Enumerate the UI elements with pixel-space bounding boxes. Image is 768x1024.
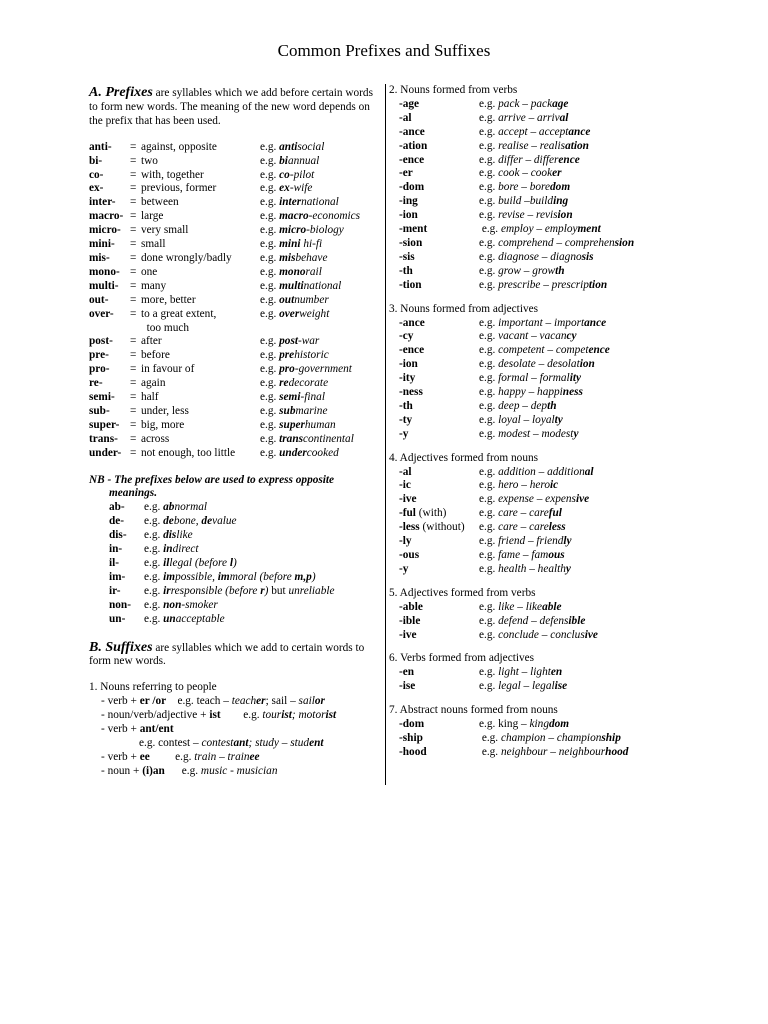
prefix-meaning: against, opposite [141, 140, 217, 153]
prefix-term: out- [89, 293, 109, 306]
prefix-example: e.g. outnumber [260, 293, 329, 306]
prefix-example: e.g. macro-economics [260, 210, 361, 223]
prefix-term: inter- [89, 196, 116, 209]
suffix-row [399, 317, 610, 331]
suffix-example: e.g. like – likeable [479, 600, 562, 613]
prefix-meaning: many [141, 279, 167, 292]
suffix-term: -ty [399, 413, 413, 426]
people-suffix-line: e.g. contest – contestant; study – student [139, 736, 324, 749]
opposite-prefix-term: de- [109, 515, 125, 528]
people-suffix-line: - noun/verb/adjective + ist e.g. tourist; motorist [101, 709, 337, 722]
left-column [89, 86, 381, 779]
suffix-example: e.g. realise – realisation [479, 139, 589, 152]
people-suffix-line: - verb + ee e.g. train – trainee [101, 750, 260, 763]
suffix-example: e.g. desolate – desolation [479, 358, 595, 371]
suffix-term: -er [399, 167, 413, 180]
suffix-example: e.g. cook – cooker [479, 167, 562, 180]
prefix-row [89, 391, 360, 405]
prefix-term: post- [89, 335, 113, 348]
prefix-term: pro- [89, 363, 110, 376]
suffix-example: e.g. competent – competence [479, 344, 610, 357]
opposite-prefix-example: e.g. irresponsible (before r) but unreliable [144, 584, 335, 597]
suffix-example: e.g. care – careful [479, 507, 562, 520]
prefix-meaning: large [141, 210, 164, 223]
equals-sign: = [130, 432, 137, 445]
prefix-meaning: half [141, 391, 159, 404]
suffix-term: -less (without) [399, 521, 465, 534]
equals-sign: = [130, 238, 137, 251]
suffix-table [399, 718, 628, 760]
page-title: Common Prefixes and Suffixes [277, 41, 491, 60]
suffix-term: -ship [399, 731, 423, 744]
suffix-section-title: 7. Abstract nouns formed from nouns [389, 704, 558, 717]
opposite-prefix-row [89, 529, 335, 543]
suffix-row [399, 507, 594, 521]
suffix-example: e.g. neighbour – neighbourhood [479, 745, 629, 758]
nb-line-1: NB - The prefixes below are used to express opposite [89, 473, 335, 486]
suffix-row [399, 344, 610, 358]
suffix-term: -age [399, 97, 420, 110]
suffix-row [399, 466, 594, 480]
suffix-example: e.g. arrive – arrival [479, 111, 569, 124]
suffix-term: -th [399, 399, 413, 412]
prefix-meaning: between [141, 196, 179, 209]
prefix-row [89, 196, 360, 210]
prefix-example: e.g. ex-wife [260, 182, 313, 195]
prefix-meaning: after [141, 335, 162, 348]
suffix-term: -al [399, 465, 412, 478]
suffix-row [399, 414, 610, 428]
suffix-row [399, 563, 594, 577]
suffix-example: e.g. defend – defensible [479, 614, 586, 627]
prefix-term: pre- [89, 349, 109, 362]
prefix-table [89, 141, 360, 461]
prefix-meaning: very small [141, 224, 189, 237]
prefixes-heading-text: A. Prefixes [89, 85, 153, 100]
equals-sign: = [130, 168, 137, 181]
equals-sign: = [130, 349, 137, 362]
equals-sign: = [130, 279, 137, 292]
prefix-meaning: one [141, 265, 158, 278]
suffix-example: e.g. friend – friendly [479, 535, 572, 548]
opposite-prefix-row [89, 571, 335, 585]
prefixes-heading [89, 85, 153, 100]
opposite-prefix-term: il- [109, 557, 120, 569]
opposite-prefix-table [89, 501, 335, 626]
prefix-term: ex- [89, 182, 104, 195]
prefix-term: under- [89, 446, 122, 459]
suffix-row [399, 615, 598, 629]
prefix-row [89, 405, 360, 419]
column-divider [385, 84, 386, 785]
suffix-example: e.g. deep – depth [479, 399, 557, 412]
suffix-term: -ment [399, 223, 428, 236]
suffix-term: -hood [399, 745, 427, 758]
prefix-row [89, 433, 360, 447]
prefix-example: e.g. multinational [260, 279, 342, 292]
prefix-example: e.g. transcontinental [260, 432, 354, 445]
suffix-term: -cy [399, 330, 414, 343]
suffix-term: -sis [399, 250, 415, 263]
equals-sign: = [130, 293, 137, 306]
suffixes-intro-text: are syllables which we add to certain words to form new words. [89, 641, 365, 668]
opposite-prefix-example: e.g. indirect [144, 543, 199, 556]
prefix-meaning: done wrongly/badly [141, 251, 232, 264]
people-suffix-line: - verb + er /or e.g. teach – teacher; sail – sailor [101, 695, 325, 708]
opposite-prefix-example: e.g. dislike [144, 529, 193, 542]
prefix-term: co- [89, 168, 104, 181]
suffix-example: e.g. happy – happiness [479, 386, 583, 399]
suffix-example: e.g. prescribe – prescription [479, 278, 608, 291]
prefix-row [89, 308, 360, 336]
suffix-row [399, 279, 634, 293]
suffix-row [399, 629, 598, 643]
prefix-term: macro- [89, 210, 124, 223]
suffix-row [399, 732, 628, 746]
prefix-row [89, 155, 360, 169]
suffix-row [399, 237, 634, 251]
opposite-prefix-example: e.g. abnormal [144, 501, 208, 514]
suffix-row [399, 330, 610, 344]
suffix-row [399, 195, 634, 209]
prefix-example: e.g. overweight [260, 307, 330, 320]
prefix-row [89, 447, 360, 461]
suffix-example: e.g. king – kingdom [479, 718, 570, 731]
suffix-row [399, 167, 634, 181]
suffix-term: -ence [399, 344, 425, 357]
equals-sign: = [130, 363, 137, 376]
prefix-meaning: small [141, 238, 166, 251]
suffix-example: e.g. conclude – conclusive [479, 628, 598, 641]
prefix-example: e.g. redecorate [260, 377, 329, 390]
prefix-row [89, 182, 360, 196]
prefix-term: mis- [89, 251, 110, 264]
suffix-example: e.g. revise – revision [479, 209, 573, 222]
suffix-example: e.g. employ – employment [479, 223, 601, 236]
equals-sign: = [130, 265, 137, 278]
prefixes-intro-text: are syllables which we add before certain words to form new words. The meaning of the new word depends on the prefix that has been used. [89, 87, 373, 127]
suffix-term: -y [399, 562, 409, 575]
suffix-example: e.g. bore – boredom [479, 181, 571, 194]
suffix-row [399, 98, 634, 112]
prefix-row [89, 252, 360, 266]
prefix-example: e.g. submarine [260, 404, 328, 417]
equals-sign: = [130, 140, 137, 153]
suffix-row [399, 535, 594, 549]
suffix-row [399, 265, 634, 279]
suffix-example: e.g. vacant – vacancy [479, 330, 577, 343]
suffix-row [399, 479, 594, 493]
opposite-prefix-term: un- [109, 612, 126, 625]
suffix-term: -ness [399, 386, 423, 399]
opposite-prefix-example: e.g. non-smoker [144, 598, 218, 611]
opposite-prefix-row [89, 501, 335, 515]
suffix-row [399, 181, 634, 195]
suffix-example: e.g. expense – expensive [479, 493, 590, 506]
suffix-row [399, 718, 628, 732]
prefix-example: e.g. misbehave [260, 251, 328, 264]
equals-sign: = [130, 335, 137, 348]
equals-sign: = [130, 307, 137, 320]
prefix-example: e.g. monorail [260, 265, 322, 278]
suffix-term: -sion [399, 236, 423, 249]
suffix-term: -ly [399, 535, 412, 548]
suffix-term: -ic [399, 479, 411, 492]
prefix-meaning: under, less [141, 404, 189, 417]
suffix-example: e.g. champion – championship [479, 731, 621, 744]
prefix-example: e.g. prehistoric [260, 349, 329, 362]
prefix-example: e.g. superhuman [260, 418, 336, 431]
suffix-example: e.g. care – careless [479, 521, 566, 534]
suffix-term: -th [399, 264, 413, 277]
suffix-row [399, 601, 598, 615]
prefix-example: e.g. post-war [260, 335, 320, 348]
opposite-prefix-row [89, 543, 335, 557]
suffix-example: e.g. modest – modesty [479, 427, 579, 440]
people-suffix-line: - noun + (i)an e.g. music - musician [101, 764, 278, 777]
suffix-row [399, 746, 628, 760]
suffix-section-title: 6. Verbs formed from adjectives [389, 652, 535, 665]
opposite-prefix-term: dis- [109, 529, 127, 542]
suffix-row [399, 372, 610, 386]
prefix-row [89, 349, 360, 363]
suffix-term: -ing [399, 195, 418, 208]
suffix-term: -ive [399, 493, 417, 506]
opposite-prefix-row [89, 515, 335, 529]
suffix-row [399, 428, 610, 442]
prefix-term: mono- [89, 265, 120, 278]
suffixes-heading [89, 640, 153, 655]
suffix-row [399, 493, 594, 507]
prefix-row [89, 224, 360, 238]
suffix-table [399, 666, 567, 694]
opposite-prefix-example: e.g. debone, devalue [144, 515, 237, 528]
opposite-prefix-row [89, 585, 335, 599]
prefix-meaning: big, more [141, 418, 185, 431]
equals-sign: = [130, 391, 137, 404]
suffix-row [399, 154, 634, 168]
prefix-term: over- [89, 307, 114, 320]
prefix-example: e.g. international [260, 196, 339, 209]
suffix-row [399, 140, 634, 154]
suffix-term: -dom [399, 718, 425, 731]
opposite-prefix-example: e.g. illegal (before l) [144, 557, 237, 569]
suffixes-intro [89, 641, 381, 670]
prefix-example: e.g. undercooked [260, 446, 339, 459]
prefix-row [89, 141, 360, 155]
prefix-example: e.g. antisocial [260, 140, 325, 153]
suffix-table [399, 601, 598, 643]
opposite-prefix-term: non- [109, 598, 131, 611]
suffix-row [399, 680, 567, 694]
prefix-example: e.g. micro-biology [260, 224, 344, 237]
nb-note [89, 474, 381, 502]
prefix-term: mini- [89, 238, 115, 251]
opposite-prefix-example: e.g. impossible, immoral (before m,p) [144, 570, 316, 583]
equals-sign: = [130, 182, 137, 195]
prefix-row [89, 210, 360, 224]
suffix-row [399, 251, 634, 265]
equals-sign: = [130, 196, 137, 209]
prefix-row [89, 266, 360, 280]
suffix-example: e.g. hero – heroic [479, 479, 559, 492]
suffix-example: e.g. build –building [479, 195, 569, 208]
suffix-term: -ance [399, 125, 425, 138]
suffix-section-title: 3. Nouns formed from adjectives [389, 302, 539, 315]
prefix-example: e.g. semi-final [260, 391, 325, 404]
prefix-row [89, 377, 360, 391]
suffix-term: -able [399, 600, 423, 613]
right-column [389, 84, 689, 760]
prefix-meaning: to a great extent, too much [141, 307, 217, 334]
suffix-term: -al [399, 111, 412, 124]
suffix-term: -ise [399, 680, 416, 693]
opposite-prefix-term: in- [109, 543, 123, 556]
prefix-term: super- [89, 418, 120, 431]
prefix-term: re- [89, 377, 103, 390]
prefixes-intro [89, 86, 381, 129]
nb-line-2: meanings. [109, 487, 158, 500]
equals-sign: = [130, 210, 137, 223]
equals-sign: = [130, 224, 137, 237]
suffix-example: e.g. formal – formality [479, 372, 581, 385]
suffix-table [399, 98, 634, 293]
prefix-row [89, 294, 360, 308]
prefix-term: anti- [89, 140, 112, 153]
suffix-section-title: 4. Adjectives formed from nouns [389, 451, 539, 464]
suffix-term: -ive [399, 628, 417, 641]
prefix-meaning: previous, former [141, 182, 217, 195]
suffix-term: -ion [399, 358, 418, 371]
opposite-prefix-term: ab- [109, 501, 125, 514]
suffix-example: e.g. fame – famous [479, 549, 565, 561]
suffix-term: -ity [399, 372, 416, 385]
prefix-meaning: two [141, 154, 158, 167]
suffix-term: -ible [399, 614, 421, 627]
suffix-term: -y [399, 427, 409, 440]
prefix-term: semi- [89, 391, 115, 404]
suffix-term: -dom [399, 181, 425, 194]
suffix-term: -en [399, 666, 415, 679]
suffix-example: e.g. health – healthy [479, 562, 571, 575]
prefix-term: sub- [89, 404, 110, 417]
suffixes-heading-text: B. Suffixes [89, 639, 153, 655]
suffix-table [399, 466, 594, 577]
suffix-term: -ful (with) [399, 507, 447, 520]
opposite-prefix-row [89, 599, 335, 613]
suffix-example: e.g. differ – difference [479, 153, 580, 166]
people-lines [89, 695, 381, 778]
suffix-example: e.g. pack – package [479, 97, 569, 110]
people-suffix-line: - verb + ant/ent [101, 723, 174, 736]
prefix-row [89, 335, 360, 349]
suffix-term: -ance [399, 316, 425, 329]
suffix-row [399, 209, 634, 223]
prefix-row [89, 363, 360, 377]
suffix-term: -ation [399, 139, 428, 152]
suffix-example: e.g. comprehend – comprehension [479, 236, 635, 249]
suffix-row [399, 358, 610, 372]
suffix-example: e.g. diagnose – diagnosis [479, 250, 594, 263]
opposite-prefix-row [89, 557, 335, 571]
prefix-row [89, 238, 360, 252]
suffix-example: e.g. important – importance [479, 316, 607, 329]
people-section-title: 1. Nouns referring to people [89, 681, 217, 694]
prefix-meaning: with, together [141, 168, 204, 181]
prefix-meaning: again [141, 377, 166, 390]
suffix-example: e.g. loyal – loyalty [479, 413, 563, 426]
suffix-term: -ence [399, 153, 425, 166]
prefix-meaning: across [141, 432, 170, 445]
equals-sign: = [130, 251, 137, 264]
suffix-row [399, 400, 610, 414]
prefix-meaning: in favour of [141, 363, 195, 376]
suffix-row [399, 521, 594, 535]
equals-sign: = [130, 446, 137, 459]
suffix-section-title: 5. Adjectives formed from verbs [389, 586, 536, 599]
equals-sign: = [130, 154, 137, 167]
suffix-row [399, 386, 610, 400]
suffix-term: -tion [399, 278, 422, 291]
prefix-example: e.g. mini hi-fi [260, 238, 323, 251]
prefix-example: e.g. pro-government [260, 363, 352, 376]
suffix-example: e.g. light – lighten [479, 666, 563, 679]
suffix-term: -ous [399, 549, 420, 561]
prefix-row [89, 419, 360, 433]
prefix-term: bi- [89, 154, 103, 167]
opposite-prefix-row [89, 613, 335, 627]
prefix-row [89, 169, 360, 183]
prefix-term: micro- [89, 224, 121, 237]
suffix-row [399, 549, 594, 563]
suffix-example: e.g. addition – additional [479, 465, 594, 478]
suffix-row [399, 666, 567, 680]
suffix-example: e.g. accept – acceptance [479, 125, 591, 138]
suffix-row [399, 126, 634, 140]
prefix-meaning: before [141, 349, 170, 362]
opposite-prefix-term: ir- [109, 584, 121, 597]
equals-sign: = [130, 418, 137, 431]
prefix-row [89, 280, 360, 294]
suffix-example: e.g. legal – legalise [479, 680, 568, 693]
prefix-meaning: not enough, too little [141, 446, 236, 459]
suffix-row [399, 223, 634, 237]
equals-sign: = [130, 377, 137, 390]
opposite-prefix-example: e.g. unacceptable [144, 612, 225, 625]
prefix-example: e.g. co-pilot [260, 168, 315, 181]
prefix-meaning: more, better [141, 293, 196, 306]
suffix-table [399, 317, 610, 442]
prefix-term: trans- [89, 432, 118, 445]
suffix-section-title: 2. Nouns formed from verbs [389, 84, 518, 96]
suffix-example: e.g. grow – growth [479, 264, 565, 277]
prefix-example: e.g. biannual [260, 154, 320, 167]
suffix-row [399, 112, 634, 126]
opposite-prefix-term: im- [109, 570, 126, 583]
equals-sign: = [130, 404, 137, 417]
suffix-term: -ion [399, 209, 418, 222]
prefix-term: multi- [89, 279, 119, 292]
